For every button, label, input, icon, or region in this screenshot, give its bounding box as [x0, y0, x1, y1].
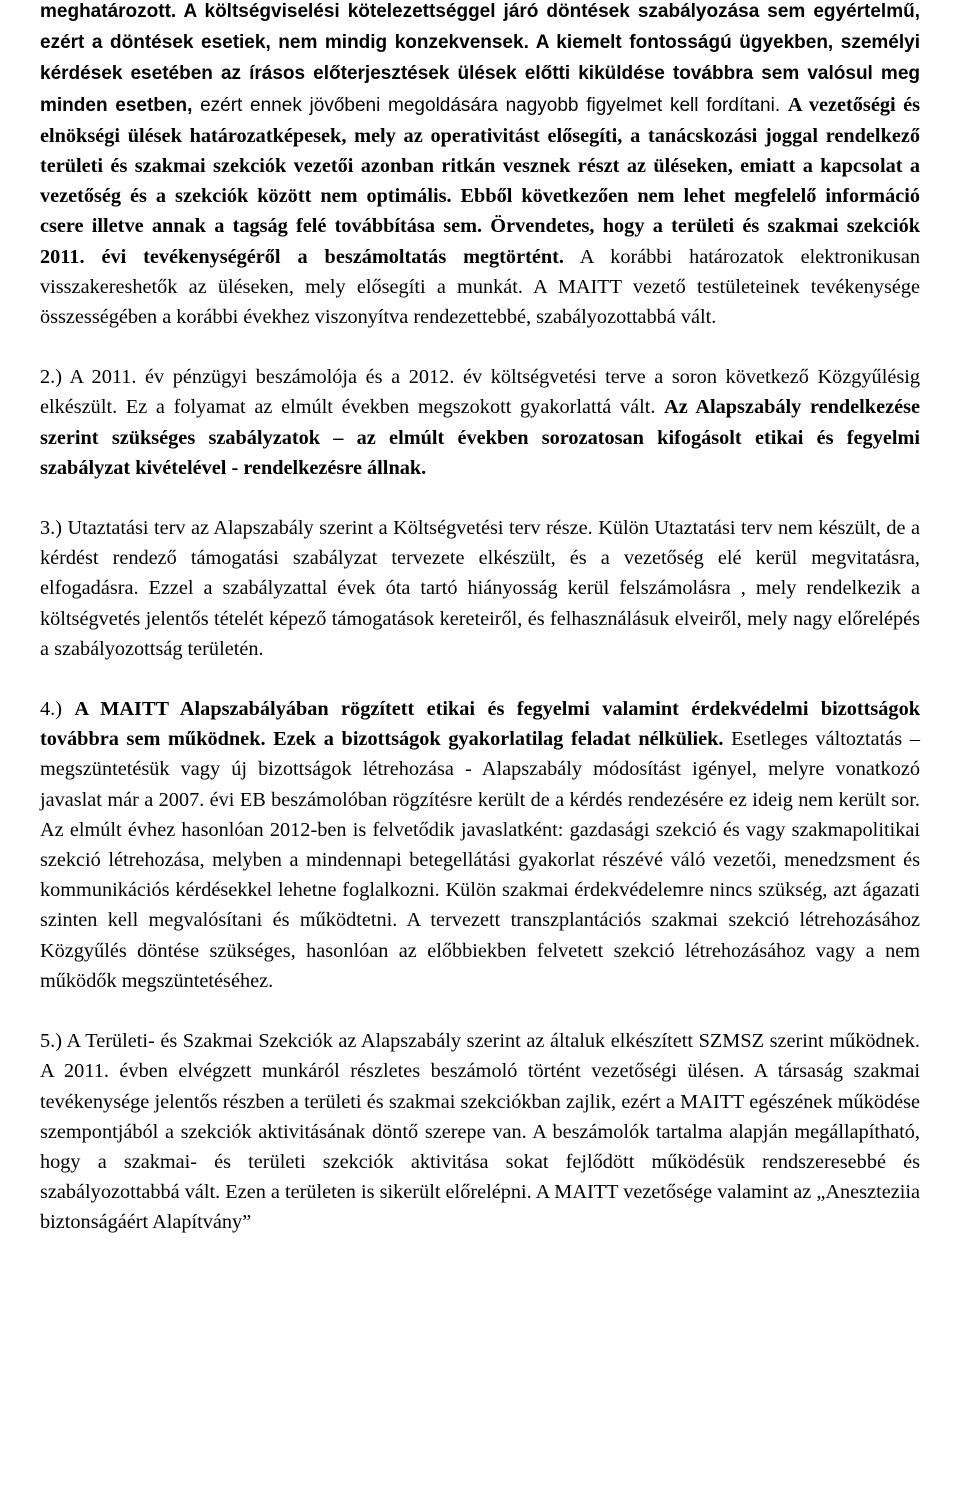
list-item-5: [40, 1026, 920, 1237]
intro-bold-serif-text: A vezetőségi és elnökségi ülések határozatképesek, mely az operativitást elősegíti, a tanácskozási joggal rendelkező területi és szakmai szekciók vezetői azonban ritkán vesznek részt az üléseken, emiatt a kapcsolat a vezetőség és a szekciók között nem optimális. Ebből következően nem lehet megfelelő információ csere illetve annak a tagság felé továbbítása sem. Örvendetes, hogy a területi és szakmai szekciók 2011. évi tevékenységéről a beszámoltatás megtörtént.: [40, 93, 920, 268]
list-item-3: [40, 513, 920, 664]
item-number: 5.): [40, 1030, 62, 1053]
item-text: Utaztatási terv az Alapszabály szerint a Költségvetési terv része. Külön Utaztatási terv nem készült, de a kérdést rendező támogatási szabályzat tervezete elkészült, és a vezetőség elé kerül megvitatásra, elfogadásra. Ezzel a szabályzattal évek óta tartó hiányosság kerül felszámolásra , mely rendelkezik a költségvetés jelentős tételét képező támogatások kereteiről, és felhasználásuk elveiről, mely nagy előrelépés a szabályozottság területén.: [40, 517, 920, 660]
list-item-4: [40, 694, 920, 996]
item-bold-text: Az Alapszabály rendelkezése szerint szükséges szabályzatok – az elmúlt években sorozatosan kifogásolt etikai és fegyelmi szabályzat kivételével - rendelkezésre állnak.: [40, 396, 920, 479]
item-tail-text: Esetleges változtatás – megszüntetésük vagy új bizottságok létrehozása - Alapszabály módosítást igényel, melyre vonatkozó javaslat már a 2007. évi EB beszámolóban rögzítésre került de a kérdés rendezésére ez ideig nem került sor. Az elmúlt évhez hasonlóan 2012-ben is felvetődik javaslatként: gazdasági szekció és vagy szakmapolitikai szekció létrehozása, melyben a mindennapi betegellátási gyakorlat részévé váló vezetői, menedzsment és kommunikációs kérdésekkel lehetne foglalkozni. Külön szakmai érdekvédelemre nincs szükség, azt ágazati szinten kell megvalósítani és működtetni. A tervezett transzplantációs szakmai szekció létrehozásához Közgyűlés döntése szükséges, hasonlóan az előbbiekben felvetett szekció létrehozásához vagy a nem működők megszüntetéséhez.: [40, 728, 920, 992]
intro-closing-text: A korábbi határozatok elektronikusan visszakereshetők az üléseken, mely elősegíti a munkát. A MAITT vezető testületeinek tevékenysége összességében a korábbi évekhez viszonyítva rendezettebbé, szabályozottabbá vált.: [40, 245, 920, 329]
intro-bold-text: meghatározott. A költségviselési kötelezettséggel járó döntések szabályozása sem egyértelmű, ezért a döntések esetiek, nem mindig konzekvensek. A kiemelt fontosságú ügyekben, személyi kérdések esetében az írásos előterjesztések ülések előtti kiküldése továbbra sem valósul meg minden esetben,: [40, 1, 920, 116]
item-text: A Területi- és Szakmai Szekciók az Alapszabály szerint az általuk elkészített SZMSZ szerint működnek. A 2011. évben elvégzett munkáról részletes beszámoló történt vezetőségi ülésen. A társaság szakmai tevékenysége jelentős részben a területi és szakmai szekciókban zajlik, ezért a MAITT egészének működése szempontjából a szekciók aktivitásának döntő szerepe van. A beszámolók tartalma alapján megállapítható, hogy a szakmai- és területi szekciók aktivitása sokat fejlődött működésük rendszeresebbé és szabályozottabbá vált. Ezen a területen is sikerült előrelépni. A MAITT vezetősége valamint az „Aneszteziia biztonságáért Alapítvány”: [40, 1030, 920, 1234]
item-number: 3.): [40, 517, 62, 540]
intro-text: ezért ennek jövőbeni megoldására nagyobb figyelmet kell fordítani.: [192, 94, 788, 116]
list-item-2: [40, 362, 920, 483]
item-number: 2.): [40, 366, 62, 389]
item-bold-text: A MAITT Alapszabályában rögzített etikai és fegyelmi valamint érdekvédelmi bizottságok továbbra sem működnek. Ezek a bizottságok gyakorlatilag feladat nélküliek.: [40, 698, 920, 751]
item-text: [62, 698, 74, 720]
item-text: A 2011. év pénzügyi beszámolója és a 2012. év költségvetési terve a soron következő Közgyűlésig elkészült. Ez a folyamat az elmúlt években megszokott gyakorlattá vált.: [40, 366, 920, 419]
item-number: 4.): [40, 698, 62, 721]
intro-paragraph: [40, 0, 920, 332]
